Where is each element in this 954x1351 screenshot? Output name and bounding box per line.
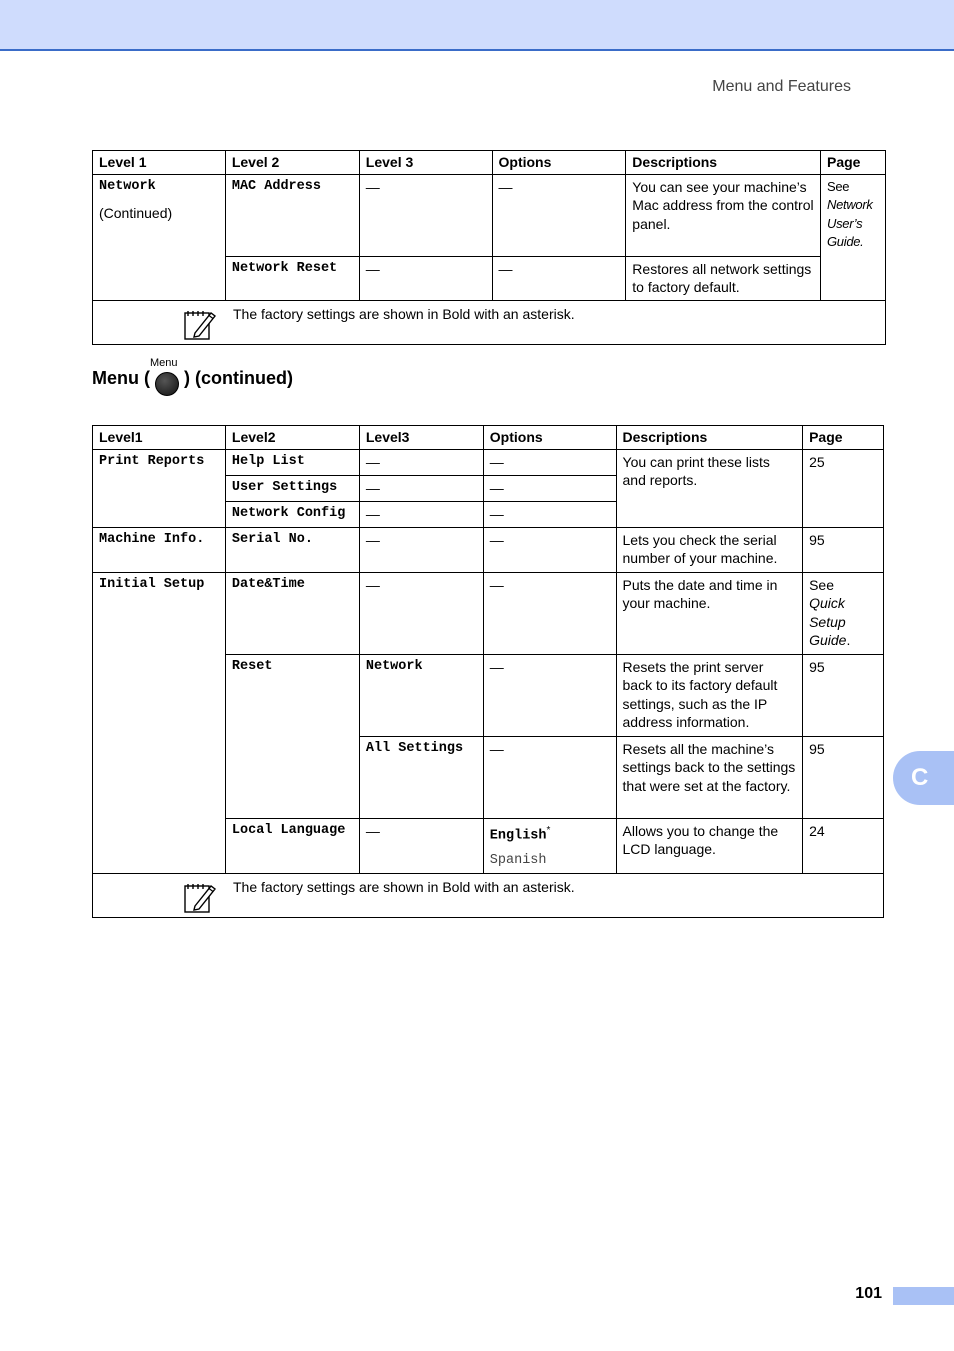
heading-prefix: Menu ( [92, 367, 150, 388]
factory-settings-note: The factory settings are shown in Bold with an asterisk. [233, 879, 575, 896]
level2-network-reset: Network Reset [225, 256, 359, 300]
option-spanish: Spanish [489, 852, 547, 868]
option-english: English [489, 828, 547, 844]
page-number: 101 [855, 1285, 882, 1302]
page-ref-guide-3-line [809, 631, 877, 650]
description-cell: Resets all the machine’s settings back to the settings that were set at the factory. [616, 736, 803, 818]
col-header-page: Page [820, 151, 885, 175]
col-header-level1: Level1 [93, 426, 226, 450]
options-cell: — [492, 174, 626, 256]
level1-print-reports: Print Reports [93, 449, 226, 527]
page-ref-see: See [826, 178, 850, 194]
options-cell: — [483, 527, 616, 572]
option-default-line [490, 822, 610, 846]
page-cell: 24 [803, 818, 884, 874]
col-header-descriptions: Descriptions [616, 426, 803, 450]
top-header-band [0, 0, 954, 51]
page-cell: 95 [803, 654, 884, 736]
level3-cell: — [359, 475, 483, 501]
level1-initial-setup: Initial Setup [93, 572, 226, 874]
options-cell: — [492, 256, 626, 300]
note-pencil-icon [183, 880, 217, 914]
col-header-level3: Level3 [359, 426, 483, 450]
chapter-tab-letter: C [911, 764, 929, 791]
page-ref-guide-2: User’s [826, 215, 863, 231]
col-header-options: Options [492, 151, 626, 175]
default-asterisk: * [546, 824, 551, 836]
options-cell: — [483, 475, 616, 501]
page-cell: 25 [803, 449, 884, 527]
page-cell: 95 [803, 736, 884, 818]
level3-all-settings: All Settings [359, 736, 483, 818]
description-cell: Resets the print server back to its factory default settings, such as the IP address information. [616, 654, 803, 736]
page-ref-guide-1: Quick [809, 595, 845, 611]
description-cell: Allows you to change the LCD language. [616, 818, 803, 874]
col-header-level3: Level 3 [359, 151, 492, 175]
page-ref-cell [803, 572, 884, 654]
table-row [93, 174, 886, 256]
note-row [93, 874, 884, 918]
level1-cell [93, 174, 226, 300]
menu-continued-table [92, 425, 884, 918]
level3-cell: — [359, 527, 483, 572]
level2-user-settings: User Settings [225, 475, 359, 501]
options-cell: — [483, 572, 616, 654]
col-header-level1: Level 1 [93, 151, 226, 175]
level2-serial-no: Serial No. [225, 527, 359, 572]
level1-machine-info: Machine Info. [93, 527, 226, 572]
network-continued-table [92, 150, 886, 345]
options-cell [483, 818, 616, 874]
table-row [93, 449, 884, 475]
table-header-row [93, 151, 886, 175]
col-header-page: Page [803, 426, 884, 450]
col-header-options: Options [483, 426, 616, 450]
factory-settings-note: The factory settings are shown in Bold with an asterisk. [233, 305, 575, 322]
level3-cell: — [359, 818, 483, 874]
menu-button-label: Menu [150, 357, 178, 369]
level1-continued-note: (Continued) [99, 205, 173, 221]
description-cell: Puts the date and time in your machine. [616, 572, 803, 654]
page-ref-see: See [809, 576, 834, 593]
level2-date-time: Date&Time [225, 572, 359, 654]
level3-cell: — [359, 501, 483, 527]
running-title: Menu and Features [712, 78, 851, 95]
level3-cell: — [359, 449, 483, 475]
note-cell [93, 874, 884, 918]
note-cell [93, 300, 886, 344]
page-ref-guide-3: Guide [809, 632, 847, 648]
menu-button-disc [155, 372, 179, 396]
description-cell: Restores all network settings to factory default. [626, 256, 821, 300]
page-number-bar [893, 1287, 954, 1305]
level2-network-config: Network Config [225, 501, 359, 527]
col-header-descriptions: Descriptions [626, 151, 821, 175]
level1-network: Network [99, 178, 156, 194]
col-header-level2: Level2 [225, 426, 359, 450]
page-ref-guide-3: Guide. [826, 234, 864, 249]
page-ref-cell [820, 174, 885, 300]
options-cell: — [483, 736, 616, 818]
description-cell: You can print these lists and reports. [616, 449, 803, 527]
level2-help-list: Help List [225, 449, 359, 475]
note-pencil-icon [183, 307, 217, 341]
table-row [93, 527, 884, 572]
level3-network: Network [359, 654, 483, 736]
page-ref-period: . [846, 632, 851, 648]
level2-mac-address: MAC Address [225, 174, 359, 256]
level3-cell: — [359, 572, 483, 654]
section-heading [92, 356, 293, 400]
description-cell: Lets you check the serial number of your machine. [616, 527, 803, 572]
page-cell: 95 [803, 527, 884, 572]
level2-reset: Reset [225, 654, 359, 818]
options-cell: — [483, 501, 616, 527]
table-header-row [93, 426, 884, 450]
note-row [93, 300, 886, 344]
page-ref-guide-2: Setup [809, 613, 846, 630]
page-ref-guide-1: Network [826, 197, 873, 212]
chapter-tab [893, 751, 954, 805]
options-cell: — [483, 449, 616, 475]
level3-cell: — [359, 256, 492, 300]
level3-cell: — [359, 174, 492, 256]
options-cell: — [483, 654, 616, 736]
table-row [93, 572, 884, 654]
description-cell: You can see your machine’s Mac address from the control panel. [626, 174, 821, 256]
level2-local-language: Local Language [225, 818, 359, 874]
col-header-level2: Level 2 [225, 151, 359, 175]
heading-suffix: ) (continued) [184, 367, 293, 388]
menu-button-icon [150, 356, 181, 400]
